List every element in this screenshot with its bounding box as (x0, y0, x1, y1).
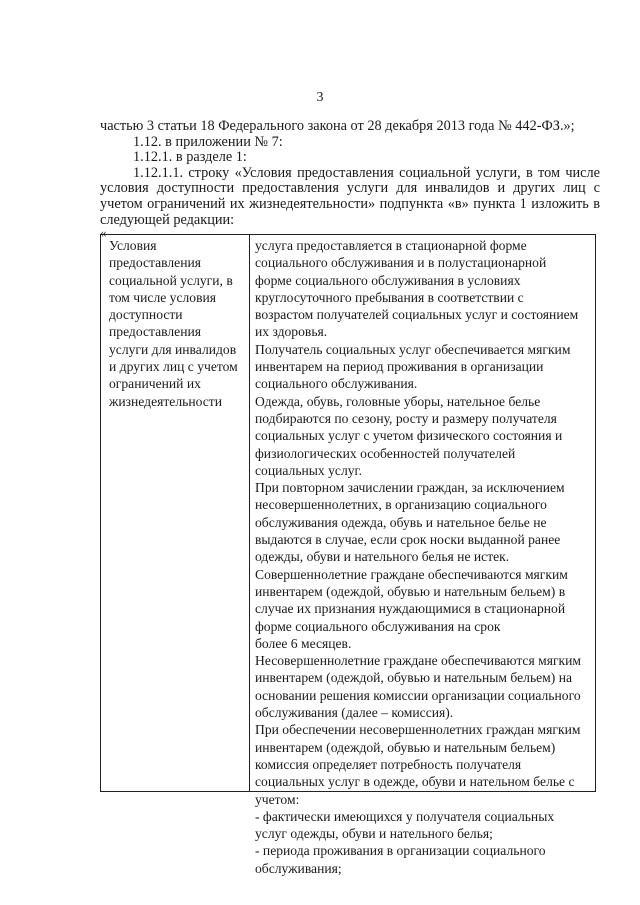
opening-quote: « (100, 225, 107, 240)
content-line: инвентарем (одеждой, обувью и нательным бельем) на (255, 670, 573, 686)
content-line: обслуживания; (255, 860, 342, 876)
intro-line-4: 1.12.1.1. строку «Условия предоставления социальной услуги, в том числе условия доступности предоставления услуги для инвалидов и других лиц с учетом ограничений их жизнедеятельности» подпункта «в» пункта 1 изложить в следующей редакции: (100, 164, 600, 228)
intro-line-3: 1.12.1. в разделе 1: (133, 149, 247, 166)
content-line: учетом: (255, 791, 300, 807)
content-line: услуга предоставляется в стационарной форме (255, 238, 527, 253)
heading-line: Условия (109, 238, 157, 253)
content-line: круглосуточного пребывания в соответствии с (255, 289, 524, 305)
intro-text (100, 119, 600, 228)
content-line: несовершеннолетних, в организацию социального (255, 497, 547, 513)
heading-line: и других лиц с учетом (109, 359, 238, 375)
intro-line-2: 1.12. в приложении № 7: (133, 133, 283, 150)
intro-line-1: частью 3 статьи 18 Федерального закона от 28 декабря 2013 года № 442-ФЗ.»; (100, 118, 575, 134)
content-line: одежды, обуви и нательного белья не истек. (255, 549, 510, 565)
content-line: Несовершеннолетние граждане обеспечиваются мягким (255, 653, 582, 669)
content-line: социального обслуживания. (255, 376, 418, 392)
heading-line: предоставления (109, 324, 202, 340)
content-line: инвентарем (одеждой, обувью и нательным бельем) в (255, 583, 566, 599)
conditions-table (100, 234, 596, 876)
content-line: услуг одежды, обуви и нательного белья; (255, 826, 493, 842)
content-line: инвентарем на период проживания в организации (255, 359, 544, 375)
heading-line: том числе условия (109, 289, 217, 305)
content-line: более 6 месяцев. (255, 635, 352, 651)
content-line: Одежда, обувь, головные уборы, нательное белье (255, 393, 541, 409)
content-line: комиссия определяет потребность получателя (255, 756, 522, 772)
heading-line: доступности (109, 307, 183, 323)
content-line: социальных услуг с учетом физического состояния и (255, 428, 563, 444)
content-line: При обеспечении несовершеннолетних граждан мягким (255, 722, 581, 738)
heading-line: социальной услуги, в (109, 272, 233, 288)
content-line: возрастом получателей социальных услуг и состоянием (255, 307, 579, 323)
heading-line: жизнедеятельности (109, 393, 222, 409)
content-line: форме социального обслуживания на срок (255, 618, 501, 634)
content-line: подбираются по сезону, росту и размеру получателя (255, 410, 557, 426)
content-line: - фактически имеющихся у получателя социальных (255, 808, 555, 824)
table-cell-heading (109, 237, 247, 410)
content-line: основании решения комиссии организации социального (255, 687, 581, 703)
heading-line: предоставления (109, 255, 202, 271)
content-line: При повторном зачислении граждан, за исключением (255, 480, 565, 496)
heading-line: ограничений их (109, 376, 201, 392)
content-line: выдаются в случае, если срок носки выданной ранее (255, 532, 561, 548)
heading-line: услуги для инвалидов (109, 341, 237, 357)
content-line: инвентарем (одеждой, обувью и нательным бельем) (255, 739, 556, 755)
content-line: форме социального обслуживания в условиях (255, 272, 521, 288)
content-line: обслуживания (далее – комиссия). (255, 705, 454, 721)
table-cell-content (255, 237, 593, 877)
content-line: социального обслуживания и в полустационарной (255, 255, 547, 271)
content-line: - периода проживания в организации социального (255, 843, 546, 859)
content-line: обслуживания одежда, обувь и нательное белье не (255, 514, 547, 530)
page-number: 3 (316, 90, 324, 105)
content-line: физиологических особенностей получателей (255, 445, 516, 461)
content-line: случае их признания нуждающимися в стационарной (255, 601, 566, 617)
content-line: социальных услуг в одежде, обуви и нательном белье с (255, 774, 575, 790)
content-line: их здоровья. (255, 324, 328, 340)
column-divider (249, 235, 250, 791)
content-line: социальных услуг. (255, 462, 362, 478)
content-line: Совершеннолетние граждане обеспечиваются мягким (255, 566, 568, 582)
content-line: Получатель социальных услуг обеспечивается мягким (255, 341, 571, 357)
